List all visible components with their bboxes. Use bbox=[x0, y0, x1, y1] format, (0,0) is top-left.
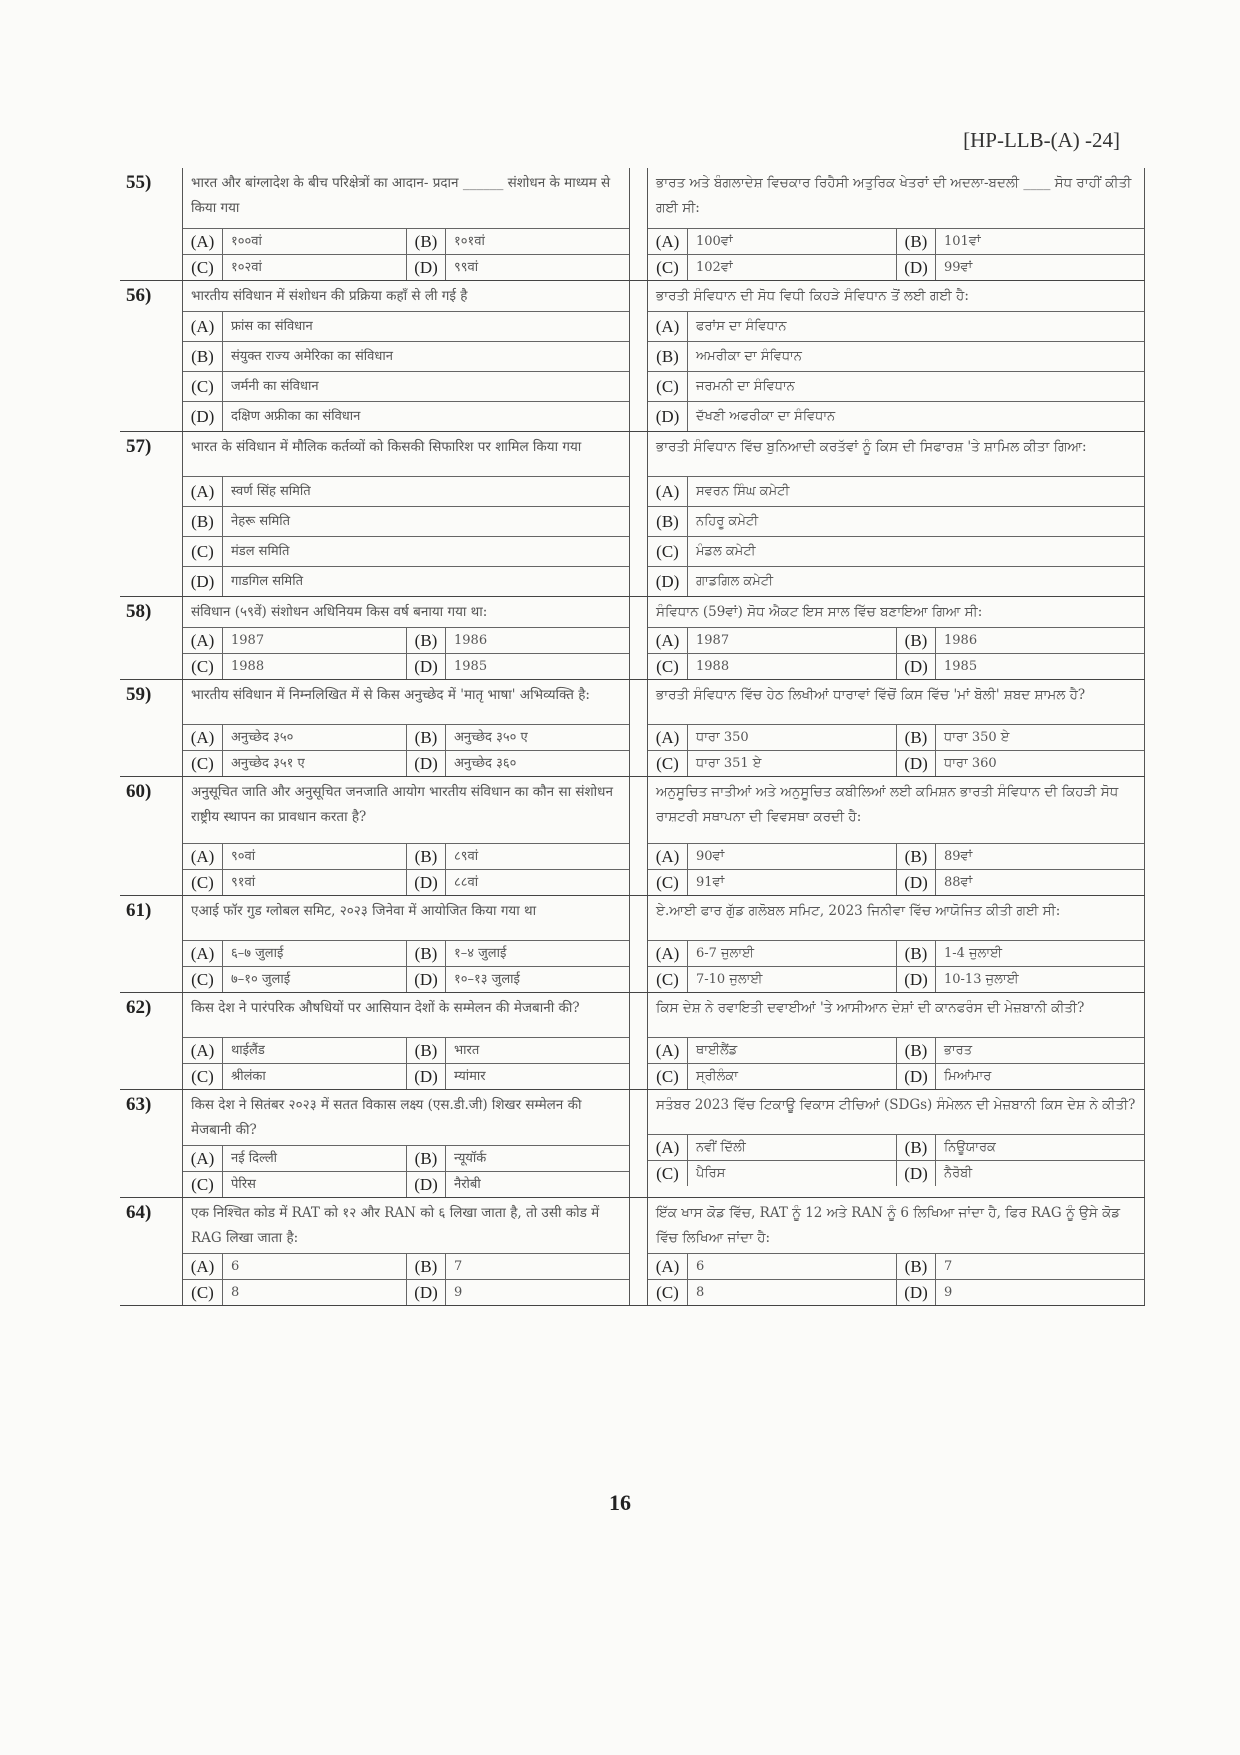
option-label: (B) bbox=[183, 342, 223, 371]
punjabi-column bbox=[647, 993, 1145, 1089]
question-number: 60) bbox=[126, 781, 152, 802]
option-text: अनुच्छेद ३५० ए bbox=[454, 730, 528, 745]
page-number: 16 bbox=[609, 1490, 631, 1515]
option-pair bbox=[648, 1037, 1144, 1063]
option-pair bbox=[648, 966, 1144, 992]
option-pair bbox=[648, 653, 1144, 679]
option-text: 1-4 ਜੁਲਾਈ bbox=[944, 946, 1003, 961]
option-pair bbox=[183, 966, 629, 992]
option-text: 6-7 ਜੁਲਾਈ bbox=[696, 946, 755, 961]
option bbox=[183, 476, 629, 506]
option-text: 1985 bbox=[454, 659, 488, 674]
option-label: (A) bbox=[648, 312, 688, 341]
option-text: गाडगिल समिति bbox=[231, 574, 303, 589]
option-label: (B) bbox=[183, 507, 223, 536]
question-stem: ਅਨੁਸੂਚਿਤ ਜਾਤੀਆਂ ਅਤੇ ਅਨੁਸੂਚਿਤ ਕਬੀਲਿਆਂ ਲਈ ਕਮਿਸ਼ਨ ਭਾਰਤੀ ਸੰਵਿਧਾਨ ਦੀ ਕਿਹੜੀ ਸੋਧ ਰਾਸ਼ਟਰੀ ਸਥਾਪਨਾ ਦੀ ਵਿਵਸਥਾ ਕਰਦੀ ਹੈ: bbox=[656, 784, 1119, 825]
option-label: (C) bbox=[648, 1280, 688, 1305]
option-text: ८८वां bbox=[454, 875, 479, 890]
question-stem: ਭਾਰਤੀ ਸੰਵਿਧਾਨ ਵਿੱਚ ਬੁਨਿਆਦੀ ਕਰਤੱਵਾਂ ਨੂੰ ਕਿਸ ਦੀ ਸਿਫਾਰਸ਼ 'ਤੇ ਸ਼ਾਮਿਲ ਕੀਤਾ ਗਿਆ: bbox=[656, 439, 1087, 455]
option-text: 1988 bbox=[231, 659, 265, 674]
option-text: ਮੰਡਲ ਕਮੇਟੀ bbox=[696, 544, 756, 559]
option-label: (C) bbox=[183, 870, 223, 895]
question-stem: भारतीय संविधान में संशोधन की प्रक्रिया कहाँ से ली गई है bbox=[191, 288, 468, 304]
option-label: (C) bbox=[648, 967, 688, 992]
option-label: (A) bbox=[648, 477, 688, 506]
option-label: (A) bbox=[183, 844, 223, 869]
option-text: 101ਵਾਂ bbox=[944, 234, 981, 249]
option bbox=[648, 536, 1144, 566]
punjabi-column bbox=[647, 1090, 1145, 1197]
option-label: (A) bbox=[648, 1038, 688, 1063]
option-label: (B) bbox=[896, 941, 936, 966]
option-pair bbox=[183, 750, 629, 776]
option-text: ८९वां bbox=[454, 849, 479, 864]
question-stem: किस देश ने सितंबर २०२३ में सतत विकास लक्ष्य (एस.डी.जी) शिखर सम्मेलन की मेजबानी की? bbox=[191, 1097, 582, 1138]
option-pair bbox=[183, 1037, 629, 1063]
option bbox=[183, 401, 629, 431]
hindi-column bbox=[182, 1198, 630, 1305]
option-text: ७–१० जुलाई bbox=[231, 972, 291, 987]
question-stem: भारत और बांग्लादेश के बीच परिक्षेत्रों का आदान- प्रदान ______ संशोधन के माध्यम से किया गया bbox=[191, 175, 611, 216]
option-text: 1985 bbox=[944, 659, 978, 674]
option-text: स्वर्ण सिंह समिति bbox=[231, 484, 311, 499]
question-row bbox=[120, 432, 1145, 597]
option bbox=[183, 341, 629, 371]
option-text: 9 bbox=[944, 1285, 953, 1300]
option-label: (A) bbox=[183, 628, 223, 653]
option-label: (D) bbox=[896, 1280, 936, 1305]
question-stem: ਭਾਰਤੀ ਸੰਵਿਧਾਨ ਦੀ ਸੋਧ ਵਿਧੀ ਕਿਹੜੇ ਸੰਵਿਧਾਨ ਤੋਂ ਲਈ ਗਈ ਹੈ: bbox=[656, 288, 969, 304]
option-label: (D) bbox=[896, 1064, 936, 1089]
question-stem: भारतीय संविधान में निम्नलिखित में से किस अनुच्छेद में 'मातृ भाषा' अभिव्यक्ति है: bbox=[191, 687, 590, 703]
paper-code: [HP-LLB-(A) -24] bbox=[963, 128, 1120, 152]
option-text: दक्षिण अफ्रीका का संविधान bbox=[231, 409, 361, 424]
question-stem: भारत के संविधान में मौलिक कर्तव्यों को किसकी सिफारिश पर शामिल किया गया bbox=[191, 439, 582, 455]
option bbox=[183, 566, 629, 596]
option-label: (C) bbox=[648, 654, 688, 679]
hindi-column bbox=[182, 680, 630, 776]
option-pair bbox=[183, 1145, 629, 1171]
option-text: ९०वां bbox=[231, 849, 256, 864]
option-label: (A) bbox=[183, 229, 223, 254]
option-label: (C) bbox=[648, 870, 688, 895]
option bbox=[648, 506, 1144, 536]
question-stem: ਭਾਰਤੀ ਸੰਵਿਧਾਨ ਵਿੱਚ ਹੇਠ ਲਿਖੀਆਂ ਧਾਰਾਵਾਂ ਵਿੱਚੋਂ ਕਿਸ ਵਿੱਚ 'ਮਾਂ ਬੋਲੀ' ਸ਼ਬਦ ਸ਼ਾਮਲ ਹੈ? bbox=[656, 687, 1086, 703]
option-label: (A) bbox=[648, 628, 688, 653]
option-label: (A) bbox=[183, 1038, 223, 1063]
question-row bbox=[120, 1090, 1145, 1198]
option-pair bbox=[183, 940, 629, 966]
question-stem: ਕਿਸ ਦੇਸ਼ ਨੇ ਰਵਾਇਤੀ ਦਵਾਈਆਂ 'ਤੇ ਆਸੀਆਨ ਦੇਸ਼ਾਂ ਦੀ ਕਾਨਫਰੰਸ ਦੀ ਮੇਜ਼ਬਾਨੀ ਕੀਤੀ? bbox=[656, 1000, 1085, 1016]
punjabi-column bbox=[647, 896, 1145, 992]
option-label: (A) bbox=[648, 229, 688, 254]
option-label: (B) bbox=[896, 1038, 936, 1063]
question-number: 63) bbox=[126, 1094, 152, 1115]
option-text: १०१वां bbox=[454, 234, 485, 249]
option-label: (B) bbox=[896, 1135, 936, 1160]
option-label: (A) bbox=[183, 1146, 223, 1171]
option-pair bbox=[648, 228, 1144, 254]
option-text: 91ਵਾਂ bbox=[696, 875, 725, 890]
question-number: 59) bbox=[126, 684, 152, 705]
option-text: ਸ੍ਰੀਲੰਕਾ bbox=[696, 1069, 739, 1084]
option-pair bbox=[648, 843, 1144, 869]
option-text: १०२वां bbox=[231, 260, 262, 275]
option-pair bbox=[183, 1063, 629, 1089]
option-label: (C) bbox=[183, 255, 223, 280]
option-text: 1987 bbox=[231, 633, 265, 648]
option-text: ਗਾਡਗਿਲ ਕਮੇਟੀ bbox=[696, 574, 774, 589]
option-label: (A) bbox=[648, 1254, 688, 1279]
option-label: (C) bbox=[183, 1064, 223, 1089]
option-pair bbox=[183, 1253, 629, 1279]
option-text: जर्मनी का संविधान bbox=[231, 379, 319, 394]
option-text: ਧਾਰਾ 350 bbox=[696, 730, 749, 745]
option-text: 90ਵਾਂ bbox=[696, 849, 725, 864]
option-pair bbox=[183, 627, 629, 653]
option-text: ਧਾਰਾ 351 ਏ bbox=[696, 756, 762, 771]
question-stem: ਸੰਵਿਧਾਨ (59ਵਾਂ) ਸੋਧ ਐਕਟ ਇਸ ਸਾਲ ਵਿੱਚ ਬਣਾਇਆ ਗਿਆ ਸੀ: bbox=[656, 604, 983, 620]
option-pair bbox=[183, 869, 629, 895]
option-label: (B) bbox=[896, 628, 936, 653]
question-number: 61) bbox=[126, 900, 152, 921]
question-row bbox=[120, 896, 1145, 993]
question-number: 57) bbox=[126, 436, 152, 457]
option-text: 1986 bbox=[944, 633, 978, 648]
hindi-column bbox=[182, 597, 630, 679]
option-label: (B) bbox=[406, 941, 446, 966]
option-text: 102ਵਾਂ bbox=[696, 260, 733, 275]
option-label: (D) bbox=[896, 870, 936, 895]
option-pair bbox=[648, 1063, 1144, 1089]
hindi-column bbox=[182, 1090, 630, 1197]
option-label: (B) bbox=[896, 725, 936, 750]
option-text: ९९वां bbox=[454, 260, 479, 275]
option-label: (C) bbox=[183, 751, 223, 776]
option-text: 8 bbox=[231, 1285, 240, 1300]
question-grid bbox=[120, 168, 1145, 1306]
option-text: पेरिस bbox=[231, 1177, 256, 1192]
option bbox=[648, 311, 1144, 341]
option-label: (D) bbox=[406, 654, 446, 679]
option-label: (A) bbox=[183, 1254, 223, 1279]
option-text: १–४ जुलाई bbox=[454, 946, 507, 961]
option-text: फ्रांस का संविधान bbox=[231, 319, 313, 334]
option-label: (C) bbox=[183, 1280, 223, 1305]
option-label: (D) bbox=[183, 402, 223, 431]
option-text: 100ਵਾਂ bbox=[696, 234, 733, 249]
option-label: (A) bbox=[183, 477, 223, 506]
option-text: 7 bbox=[944, 1259, 953, 1274]
option-text: ਦੱਖਣੀ ਅਫਰੀਕਾ ਦਾ ਸੰਵਿਧਾਨ bbox=[696, 409, 836, 424]
hindi-column bbox=[182, 168, 630, 280]
option-label: (D) bbox=[896, 255, 936, 280]
option-pair bbox=[183, 1171, 629, 1197]
option-label: (D) bbox=[648, 402, 688, 431]
option-pair bbox=[648, 254, 1144, 280]
option-label: (D) bbox=[406, 751, 446, 776]
option-text: 99ਵਾਂ bbox=[944, 260, 973, 275]
option-text: ਭਾਰਤ bbox=[944, 1043, 973, 1058]
option-text: नेहरू समिति bbox=[231, 514, 291, 529]
hindi-column bbox=[182, 993, 630, 1089]
option-label: (A) bbox=[648, 941, 688, 966]
option-text: अनुच्छेद ३६० bbox=[454, 756, 517, 771]
punjabi-column bbox=[647, 680, 1145, 776]
question-row bbox=[120, 777, 1145, 896]
punjabi-column bbox=[647, 281, 1145, 431]
option-label: (D) bbox=[896, 967, 936, 992]
option-label: (C) bbox=[648, 537, 688, 566]
option-label: (A) bbox=[648, 725, 688, 750]
option-label: (B) bbox=[406, 725, 446, 750]
option-text: 1988 bbox=[696, 659, 730, 674]
option-pair bbox=[183, 724, 629, 750]
option-label: (A) bbox=[648, 844, 688, 869]
option-pair bbox=[648, 627, 1144, 653]
option-label: (C) bbox=[183, 1172, 223, 1197]
punjabi-column bbox=[647, 597, 1145, 679]
option-label: (C) bbox=[648, 372, 688, 401]
option-label: (B) bbox=[406, 1038, 446, 1063]
question-stem: किस देश ने पारंपरिक औषधियों पर आसियान देशों के सम्मेलन की मेजबानी की? bbox=[191, 1000, 580, 1016]
option-text: ਨਵੀਂ ਦਿੱਲੀ bbox=[696, 1140, 746, 1155]
option-label: (D) bbox=[648, 567, 688, 596]
option-text: 7 bbox=[454, 1259, 463, 1274]
option-pair bbox=[183, 1279, 629, 1305]
option-pair bbox=[648, 869, 1144, 895]
question-stem: ਸਤੰਬਰ 2023 ਵਿੱਚ ਟਿਕਾਊ ਵਿਕਾਸ ਟੀਚਿਆਂ (SDGs) ਸੰਮੇਲਨ ਦੀ ਮੇਜ਼ਬਾਨੀ ਕਿਸ ਦੇਸ਼ ਨੇ ਕੀਤੀ? bbox=[656, 1097, 1136, 1113]
option-pair bbox=[183, 254, 629, 280]
question-number: 64) bbox=[126, 1202, 152, 1223]
option-text: 6 bbox=[231, 1259, 240, 1274]
option-label: (C) bbox=[648, 751, 688, 776]
option-label: (D) bbox=[406, 1064, 446, 1089]
option bbox=[648, 401, 1144, 431]
option-label: (D) bbox=[406, 1280, 446, 1305]
option-text: ਧਾਰਾ 350 ਏ bbox=[944, 730, 1010, 745]
question-row bbox=[120, 281, 1145, 432]
option-text: 1986 bbox=[454, 633, 488, 648]
option bbox=[648, 566, 1144, 596]
option-text: श्रीलंका bbox=[231, 1069, 266, 1084]
option-text: ९१वां bbox=[231, 875, 256, 890]
question-stem: ਏ.ਆਈ ਫਾਰ ਗੁੱਡ ਗਲੋਬਲ ਸਮਿਟ, 2023 ਜਿਨੀਵਾ ਵਿੱਚ ਆਯੋਜਿਤ ਕੀਤੀ ਗਈ ਸੀ: bbox=[656, 903, 1061, 919]
option-label: (B) bbox=[406, 844, 446, 869]
question-number: 62) bbox=[126, 997, 152, 1018]
option-text: ਸਵਰਨ ਸਿੰਘ ਕਮੇਟੀ bbox=[696, 484, 790, 499]
option-text: थाईलैंड bbox=[231, 1043, 265, 1058]
question-number: 56) bbox=[126, 285, 152, 306]
option bbox=[183, 311, 629, 341]
question-number: 55) bbox=[126, 172, 152, 193]
option-pair bbox=[648, 724, 1144, 750]
option-label: (B) bbox=[406, 628, 446, 653]
question-stem: ਇੱਕ ਖਾਸ ਕੋਡ ਵਿੱਚ, RAT ਨੂੰ 12 ਅਤੇ RAN ਨੂੰ 6 ਲਿਖਿਆ ਜਾਂਦਾ ਹੈ, ਫਿਰ RAG ਨੂੰ ਉਸੇ ਕੋਡ ਵਿੱਚ ਲਿਖਿਆ ਜਾਂਦਾ ਹੈ: bbox=[656, 1205, 1121, 1246]
option bbox=[183, 506, 629, 536]
option-text: 1987 bbox=[696, 633, 730, 648]
option-label: (D) bbox=[406, 1172, 446, 1197]
option-pair bbox=[183, 228, 629, 254]
option-label: (D) bbox=[896, 1161, 936, 1186]
question-row bbox=[120, 993, 1145, 1090]
hindi-column bbox=[182, 777, 630, 895]
question-row bbox=[120, 680, 1145, 777]
question-row bbox=[120, 168, 1145, 281]
option-label: (B) bbox=[406, 1146, 446, 1171]
option-label: (B) bbox=[896, 1254, 936, 1279]
option-pair bbox=[648, 1160, 1144, 1186]
punjabi-column bbox=[647, 1198, 1145, 1305]
option-text: भारत bbox=[454, 1043, 480, 1058]
option-label: (C) bbox=[648, 1161, 688, 1186]
option-text: ਪੈਰਿਸ bbox=[696, 1166, 726, 1181]
question-stem: एआई फॉर गुड ग्लोबल समिट, २०२३ जिनेवा में आयोजित किया गया था bbox=[191, 903, 537, 919]
option-label: (D) bbox=[406, 255, 446, 280]
option-text: नैरोबी bbox=[454, 1177, 481, 1192]
option-label: (C) bbox=[648, 255, 688, 280]
option-text: 6 bbox=[696, 1259, 705, 1274]
option-label: (B) bbox=[648, 342, 688, 371]
option-text: ਨੈਰੋਬੀ bbox=[944, 1166, 973, 1181]
option-label: (D) bbox=[896, 751, 936, 776]
option-text: न्यूयॉर्क bbox=[454, 1151, 487, 1166]
option-label: (B) bbox=[648, 507, 688, 536]
option-text: १०–१३ जुलाई bbox=[454, 972, 520, 987]
option-text: ਜਰਮਨੀ ਦਾ ਸੰਵਿਧਾਨ bbox=[696, 379, 795, 394]
option-label: (A) bbox=[183, 312, 223, 341]
question-stem: अनुसूचित जाति और अनुसूचित जनजाति आयोग भारतीय संविधान का कौन सा संशोधन राष्ट्रीय स्थापन का प्रावधान करता है? bbox=[191, 784, 613, 825]
question-stem: संविधान (५९वें) संशोधन अधिनियम किस वर्ष बनाया गया था: bbox=[191, 604, 488, 620]
option bbox=[648, 476, 1144, 506]
option bbox=[648, 341, 1144, 371]
option-pair bbox=[648, 750, 1144, 776]
option-label: (C) bbox=[183, 537, 223, 566]
option-label: (C) bbox=[183, 967, 223, 992]
punjabi-column bbox=[647, 432, 1145, 596]
option-pair bbox=[648, 940, 1144, 966]
option-text: ਮਿਆਂਮਾਰ bbox=[944, 1069, 992, 1084]
option-text: अनुच्छेद ३५० bbox=[231, 730, 294, 745]
option-label: (B) bbox=[896, 229, 936, 254]
option-text: ਨਹਿਰੂ ਕਮੇਟੀ bbox=[696, 514, 759, 529]
option-text: 8 bbox=[696, 1285, 705, 1300]
option bbox=[183, 536, 629, 566]
hindi-column bbox=[182, 281, 630, 431]
option-text: मंडल समिति bbox=[231, 544, 290, 559]
hindi-column bbox=[182, 896, 630, 992]
option-label: (B) bbox=[896, 844, 936, 869]
option-pair bbox=[648, 1279, 1144, 1305]
option-label: (D) bbox=[406, 967, 446, 992]
option-text: अनुच्छेद ३५१ ए bbox=[231, 756, 305, 771]
option-label: (C) bbox=[183, 372, 223, 401]
option-label: (A) bbox=[183, 941, 223, 966]
option-label: (D) bbox=[406, 870, 446, 895]
option-text: ਨਿਊਯਾਰਕ bbox=[944, 1140, 996, 1155]
option-label: (C) bbox=[648, 1064, 688, 1089]
question-number: 58) bbox=[126, 601, 152, 622]
option-text: संयुक्त राज्य अमेरिका का संविधान bbox=[231, 349, 393, 364]
option-text: नई दिल्ली bbox=[231, 1151, 278, 1166]
option-text: ६–७ जुलाई bbox=[231, 946, 284, 961]
option-text: ਧਾਰਾ 360 bbox=[944, 756, 997, 771]
option bbox=[183, 371, 629, 401]
option-text: 88ਵਾਂ bbox=[944, 875, 973, 890]
question-stem: एक निश्चित कोड में RAT को १२ और RAN को ६ लिखा जाता है, तो उसी कोड में RAG लिखा जाता है: bbox=[191, 1205, 600, 1246]
option-text: 89ਵਾਂ bbox=[944, 849, 973, 864]
option-text: ਥਾਈਲੈਂਡ bbox=[696, 1043, 738, 1058]
question-row bbox=[120, 597, 1145, 680]
option-text: १००वां bbox=[231, 234, 262, 249]
option-pair bbox=[648, 1134, 1144, 1160]
option-label: (B) bbox=[406, 229, 446, 254]
option-label: (A) bbox=[183, 725, 223, 750]
option-label: (C) bbox=[183, 654, 223, 679]
punjabi-column bbox=[647, 777, 1145, 895]
punjabi-column bbox=[647, 168, 1145, 280]
question-row bbox=[120, 1198, 1145, 1306]
question-stem: ਭਾਰਤ ਅਤੇ ਬੰਗਲਾਦੇਸ਼ ਵਿਚਕਾਰ ਰਿਹੈਸੀ ਅਤੁਰਿਕ ਖੇਤਰਾਂ ਦੀ ਅਦਲਾ-ਬਦਲੀ ____ ਸੋਧ ਰਾਹੀਂ ਕੀਤੀ ਗਈ ਸੀ: bbox=[656, 175, 1132, 216]
option-label: (B) bbox=[406, 1254, 446, 1279]
option-pair bbox=[648, 1253, 1144, 1279]
option-label: (D) bbox=[183, 567, 223, 596]
hindi-column bbox=[182, 432, 630, 596]
option bbox=[648, 371, 1144, 401]
option-text: म्यांमार bbox=[454, 1069, 486, 1084]
option-text: ਫਰਾਂਸ ਦਾ ਸੰਵਿਧਾਨ bbox=[696, 319, 787, 334]
option-label: (D) bbox=[896, 654, 936, 679]
option-text: 10-13 ਜੁਲਾਈ bbox=[944, 972, 1019, 987]
option-label: (A) bbox=[648, 1135, 688, 1160]
option-text: 9 bbox=[454, 1285, 463, 1300]
option-text: ਅਮਰੀਕਾ ਦਾ ਸੰਵਿਧਾਨ bbox=[696, 349, 802, 364]
option-pair bbox=[183, 653, 629, 679]
option-text: 7-10 ਜੁਲਾਈ bbox=[696, 972, 763, 987]
option-pair bbox=[183, 843, 629, 869]
